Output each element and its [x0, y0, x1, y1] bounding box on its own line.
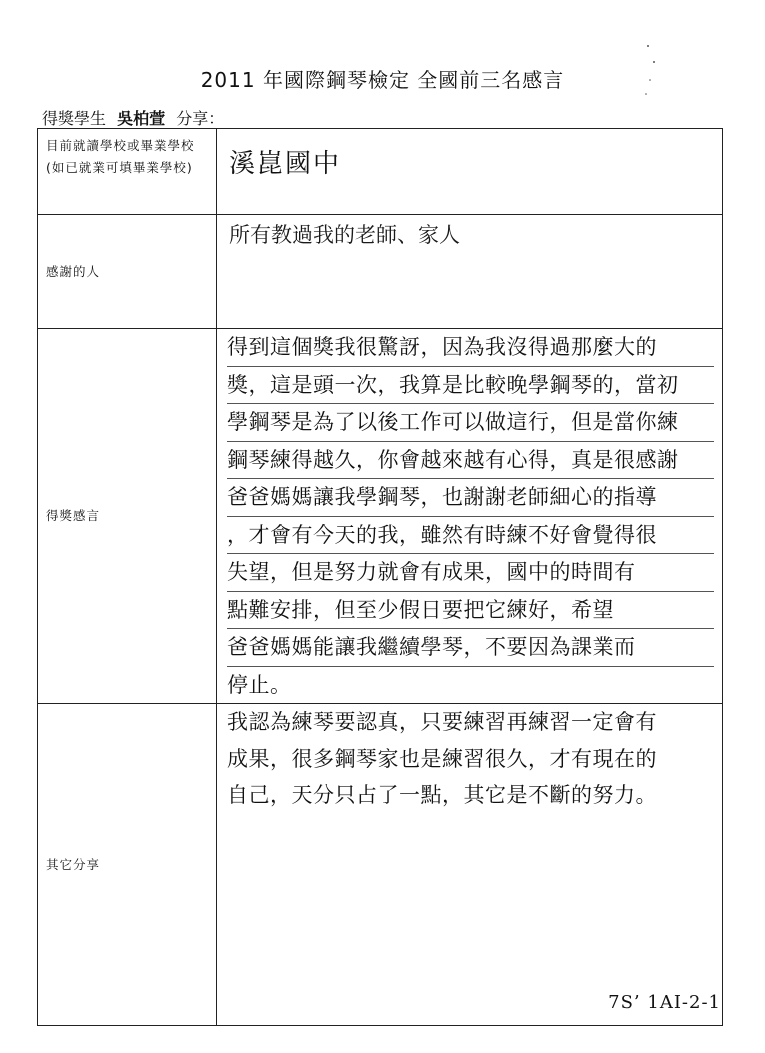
speech-line: 學鋼琴是為了以後工作可以做這行，但是當你練 [227, 404, 714, 442]
other-line: 自己，天分只占了一點，其它是不斷的努力。 [227, 783, 657, 807]
label-thanks: 感謝的人 [38, 215, 217, 329]
speck-dot [647, 45, 649, 47]
speech-line: 點難安排，但至少假日要把它練好，希望 [227, 592, 714, 630]
speck-dot [649, 79, 651, 81]
speech-lines [217, 329, 722, 703]
value-school-cell [217, 129, 723, 215]
value-school: 溪崑國中 [229, 149, 342, 179]
value-thanks-cell [217, 215, 723, 329]
student-line [42, 106, 224, 129]
student-suffix: 分享： [176, 109, 225, 128]
speech-line: ，才會有今天的我，雖然有時練不好會覺得很 [227, 517, 714, 555]
speech-line: 失望，但是努力就會有成果，國中的時間有 [227, 554, 714, 592]
speech-line: 爸爸媽媽讓我學鋼琴，也謝謝老師細心的指導 [227, 479, 714, 517]
value-thanks: 所有教過我的老師、家人 [229, 223, 460, 247]
speech-line: 停止。 [227, 672, 292, 697]
form-table [37, 128, 723, 1026]
student-prefix: 得獎學生 [42, 109, 107, 128]
speech-line: 獎，這是頭一次，我算是比較晚學鋼琴的，當初 [227, 367, 714, 405]
speech-line: 得到這個獎我很驚訝，因為我沒得過那麼大的 [227, 329, 714, 367]
student-name: 吳柏萱 [117, 109, 166, 128]
speech-line: 鋼琴練得越久，你會越來越有心得，真是很感謝 [227, 442, 714, 480]
page-title: 2011 年國際鋼琴檢定 全國前三名感言 [200, 68, 565, 92]
scan-speck-marks [640, 40, 670, 100]
label-school: 目前就讀學校或畢業學校(如已就業可填畢業學校) [38, 129, 217, 215]
other-line: 我認為練琴要認真，只要練習再練習一定會有 [227, 710, 657, 734]
label-speech: 得獎感言 [38, 329, 217, 704]
row-school [38, 129, 723, 215]
speech-line: 爸爸媽媽能讓我繼續學琴，不要因為課業而 [227, 629, 714, 667]
value-other-cell [217, 704, 723, 1026]
row-thanks [38, 215, 723, 329]
speck-dot [645, 93, 647, 95]
label-other: 其它分享 [38, 704, 217, 1026]
other-lines [217, 704, 722, 814]
footer-code: 7S’ 1AI-2-1 [608, 992, 721, 1013]
other-line: 成果，很多鋼琴家也是練習很久，才有現在的 [227, 746, 657, 771]
value-speech-cell [217, 329, 723, 704]
row-other [38, 704, 723, 1026]
speck-dot [653, 61, 655, 63]
row-speech [38, 329, 723, 704]
